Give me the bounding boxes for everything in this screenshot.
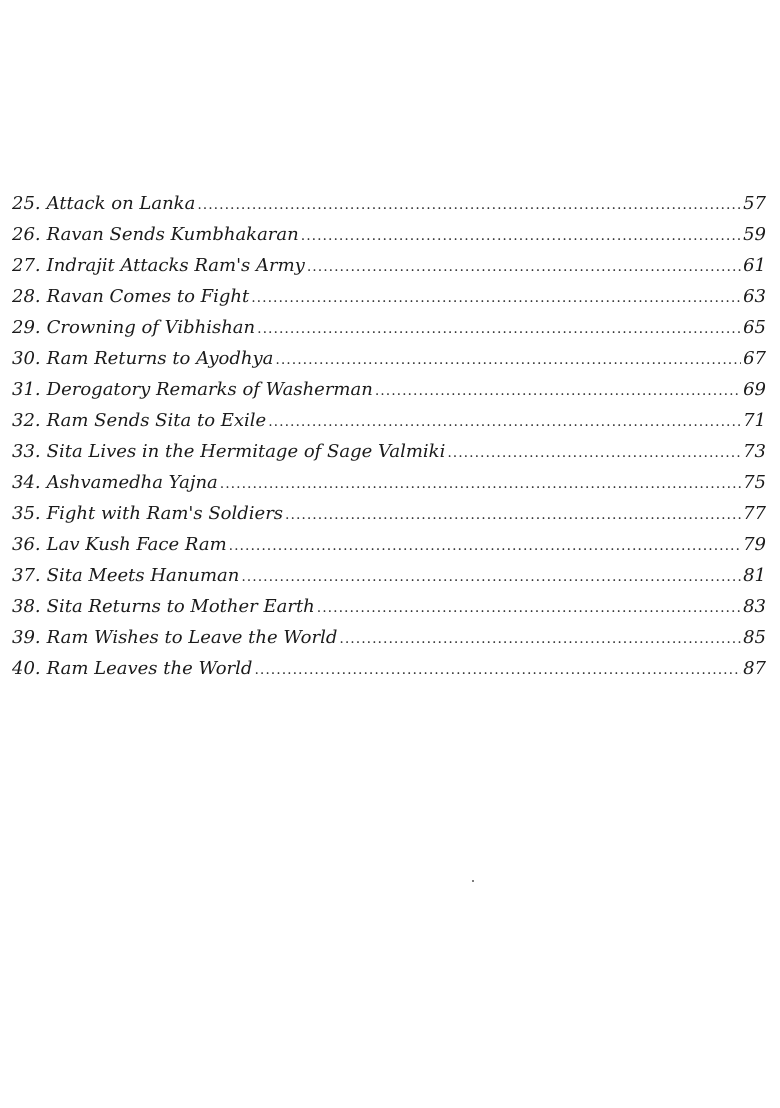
toc-entry-number: 33. bbox=[12, 441, 41, 462]
toc-entry-page: 63 bbox=[743, 286, 766, 307]
toc-entry-page: 85 bbox=[743, 627, 766, 648]
toc-entry-page: 69 bbox=[743, 379, 766, 400]
toc-entry-title: Ram Returns to Ayodhya bbox=[46, 348, 274, 369]
toc-entry-page: 61 bbox=[743, 255, 766, 276]
toc-entry-number: 29. bbox=[12, 317, 41, 338]
dot-leader bbox=[339, 624, 741, 655]
dot-leader bbox=[254, 655, 741, 686]
dot-leader bbox=[285, 500, 741, 531]
toc-entry-page: 87 bbox=[743, 658, 766, 679]
toc-entry[interactable] bbox=[12, 343, 766, 374]
dot-leader bbox=[375, 376, 741, 407]
toc-entry[interactable] bbox=[12, 591, 766, 622]
toc-entry-title: Ravan Comes to Fight bbox=[46, 286, 250, 307]
toc-entry[interactable] bbox=[12, 653, 766, 684]
toc-entry-title: Ram Leaves the World bbox=[46, 658, 253, 679]
toc-entry-title: Ravan Sends Kumbhakaran bbox=[46, 224, 299, 245]
toc-entry[interactable] bbox=[12, 312, 766, 343]
dot-leader bbox=[257, 314, 741, 345]
toc-entry-number: 34. bbox=[12, 472, 41, 493]
toc-entry-number: 25. bbox=[12, 193, 41, 214]
toc-entry-title: Sita Lives in the Hermitage of Sage Valmiki bbox=[46, 441, 446, 462]
toc-entry[interactable] bbox=[12, 374, 766, 405]
toc-entry[interactable] bbox=[12, 405, 766, 436]
toc-entry[interactable] bbox=[12, 219, 766, 250]
toc-entry-number: 28. bbox=[12, 286, 41, 307]
print-speck bbox=[472, 880, 474, 882]
dot-leader bbox=[241, 562, 741, 593]
toc-entry-title: Indrajit Attacks Ram's Army bbox=[46, 255, 305, 276]
toc-entry-number: 27. bbox=[12, 255, 41, 276]
dot-leader bbox=[317, 593, 741, 624]
toc-entry-page: 81 bbox=[743, 565, 766, 586]
toc-entry[interactable] bbox=[12, 467, 766, 498]
dot-leader bbox=[301, 221, 741, 252]
toc-entry-page: 73 bbox=[743, 441, 766, 462]
toc-entry-page: 75 bbox=[743, 472, 766, 493]
toc-entry[interactable] bbox=[12, 436, 766, 467]
toc-entry-page: 57 bbox=[743, 193, 766, 214]
toc-entry-page: 65 bbox=[743, 317, 766, 338]
toc-entry-title: Sita Meets Hanuman bbox=[46, 565, 240, 586]
toc-entry[interactable] bbox=[12, 188, 766, 219]
dot-leader bbox=[229, 531, 741, 562]
toc-entry-number: 31. bbox=[12, 379, 41, 400]
dot-leader bbox=[268, 407, 741, 438]
toc-entry-page: 79 bbox=[743, 534, 766, 555]
toc-entry[interactable] bbox=[12, 281, 766, 312]
dot-leader bbox=[220, 469, 741, 500]
toc-entry-title: Ram Sends Sita to Exile bbox=[46, 410, 267, 431]
dot-leader bbox=[307, 252, 741, 283]
toc-entry[interactable] bbox=[12, 250, 766, 281]
toc-entry-title: Lav Kush Face Ram bbox=[46, 534, 227, 555]
toc-entry-number: 36. bbox=[12, 534, 41, 555]
toc-entry-title: Fight with Ram's Soldiers bbox=[46, 503, 284, 524]
toc-entry[interactable] bbox=[12, 498, 766, 529]
toc-entry-title: Sita Returns to Mother Earth bbox=[46, 596, 315, 617]
toc-entry-number: 32. bbox=[12, 410, 41, 431]
toc-entry-number: 26. bbox=[12, 224, 41, 245]
toc-entry-number: 40. bbox=[12, 658, 41, 679]
dot-leader bbox=[275, 345, 741, 376]
dot-leader bbox=[197, 190, 741, 221]
toc-entry-number: 30. bbox=[12, 348, 41, 369]
toc-entry-page: 83 bbox=[743, 596, 766, 617]
toc-entry-page: 67 bbox=[743, 348, 766, 369]
toc-entry-title: Ashvamedha Yajna bbox=[46, 472, 218, 493]
toc-entry-title: Derogatory Remarks of Washerman bbox=[46, 379, 373, 400]
toc-entry-page: 71 bbox=[743, 410, 766, 431]
toc-entry[interactable] bbox=[12, 529, 766, 560]
table-of-contents bbox=[12, 188, 766, 684]
toc-entry-title: Crowning of Vibhishan bbox=[46, 317, 256, 338]
toc-entry[interactable] bbox=[12, 622, 766, 653]
toc-entry-number: 38. bbox=[12, 596, 41, 617]
toc-entry-number: 35. bbox=[12, 503, 41, 524]
toc-entry-page: 77 bbox=[743, 503, 766, 524]
toc-entry-number: 39. bbox=[12, 627, 41, 648]
toc-entry[interactable] bbox=[12, 560, 766, 591]
dot-leader bbox=[251, 283, 741, 314]
toc-entry-number: 37. bbox=[12, 565, 41, 586]
dot-leader bbox=[447, 438, 741, 469]
toc-entry-title: Ram Wishes to Leave the World bbox=[46, 627, 338, 648]
toc-entry-title: Attack on Lanka bbox=[46, 193, 196, 214]
toc-entry-page: 59 bbox=[743, 224, 766, 245]
